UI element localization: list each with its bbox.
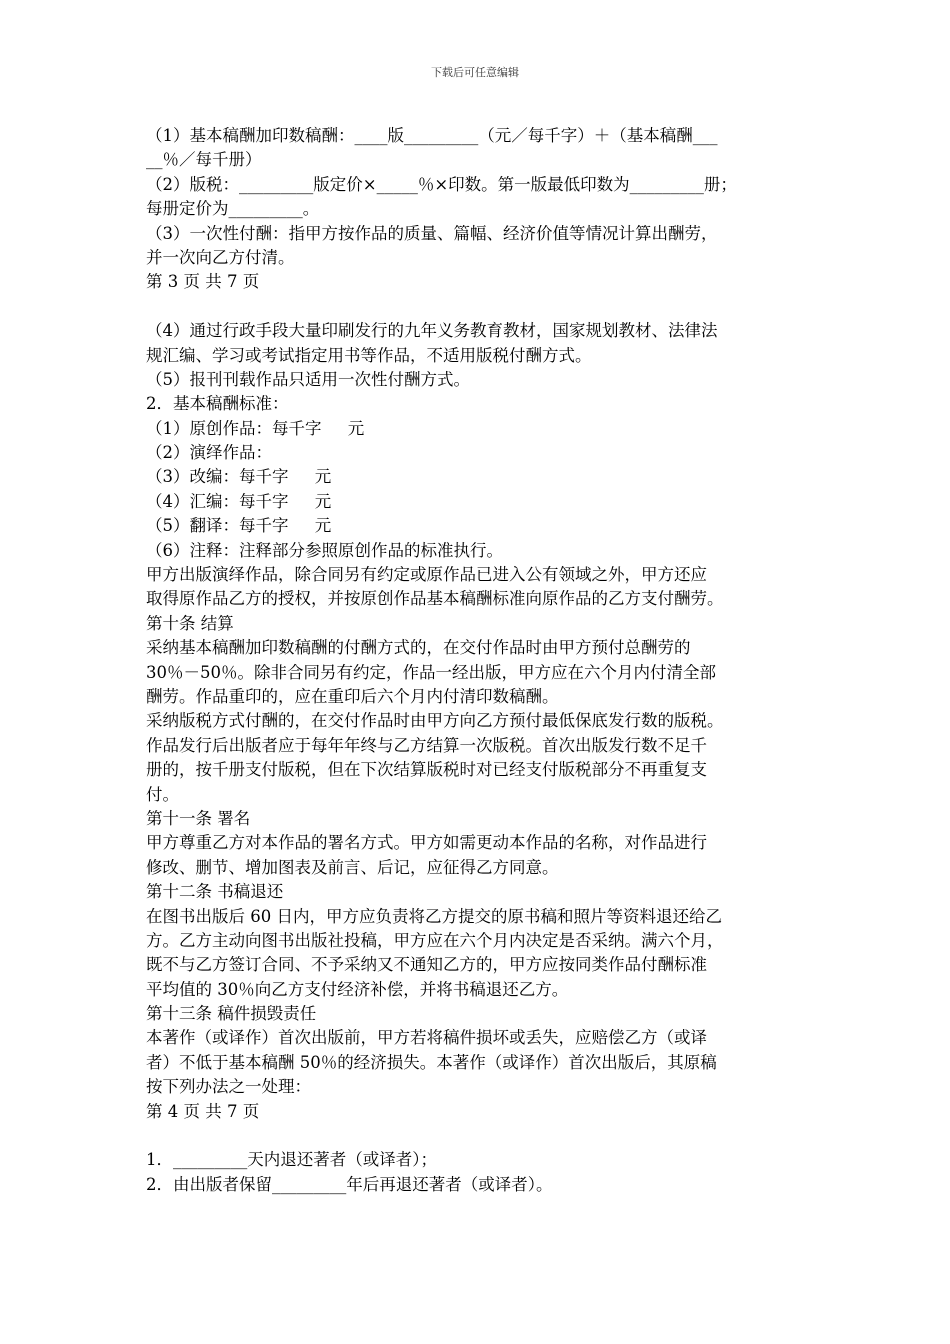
text-line: 第十三条 稿件损毁责任 [146, 1004, 317, 1024]
text-line: 作品发行后出版者应于每年年终与乙方结算一次版税。首次出版发行数不足千 [146, 735, 707, 755]
text-line: 平均值的 30％向乙方支付经济补偿，并将书稿退还乙方。 [146, 979, 569, 999]
text-line: （4）通过行政手段大量印刷发行的九年义务教育教材，国家规划教材、法律法 [146, 321, 718, 341]
text-line: 付。 [146, 784, 179, 804]
text-line: 1．_________天内退还著者（或译者）； [146, 1150, 437, 1170]
page-footer: 第 4 页 共 7 页 [146, 1101, 260, 1121]
text-line: （1）原创作品：每千字 元 [146, 418, 365, 438]
text-line: 2．由出版者保留_________年后再退还著者（或译者）。 [146, 1174, 553, 1194]
text-line: 2．基本稿酬标准： [146, 394, 289, 414]
text-line: 修改、删节、增加图表及前言、后记，应征得乙方同意。 [146, 857, 559, 877]
text-line: 每册定价为_________。 [146, 199, 320, 219]
text-line: （2）演绎作品： [146, 443, 272, 463]
text-line: 采纳版税方式付酬的，在交付作品时由甲方向乙方预付最低保底发行数的版税。 [146, 711, 724, 731]
text-line: 采纳基本稿酬加印数稿酬的付酬方式的，在交付作品时由甲方预付总酬劳的 [146, 638, 691, 658]
text-line: （5）报刊刊载作品只适用一次性付酬方式。 [146, 369, 470, 389]
text-line: 甲方出版演绎作品，除合同另有约定或原作品已进入公有领域之外，甲方还应 [146, 565, 707, 585]
text-line: 本著作（或译作）首次出版前，甲方若将稿件损坏或丢失，应赔偿乙方（或译 [146, 1028, 707, 1048]
text-line: 并一次向乙方付清。 [146, 247, 295, 267]
text-line: 第十条 结算 [146, 613, 234, 633]
text-line: __％／每千册） [146, 150, 262, 170]
text-line: （4）汇编：每千字 元 [146, 491, 332, 511]
text-line: 30％－50％。除非合同另有约定，作品一经出版，甲方应在六个月内付清全部 [146, 662, 716, 682]
text-line: （3）一次性付酬：指甲方按作品的质量、篇幅、经济价值等情况计算出酬劳， [146, 223, 718, 243]
text-line: （1）基本稿酬加印数稿酬：____版_________（元／每千字）＋（基本稿酬___ [146, 126, 718, 145]
document-body [146, 124, 816, 1197]
page-footer: 第 3 页 共 7 页 [146, 272, 260, 292]
text-line: 第十二条 书稿退还 [146, 882, 284, 902]
text-line: 酬劳。作品重印的，应在重印后六个月内付清印数稿酬。 [146, 686, 559, 706]
text-line: 取得原作品乙方的授权，并按原创作品基本稿酬标准向原作品的乙方支付酬劳。 [146, 589, 724, 609]
text-line: 甲方尊重乙方对本作品的署名方式。甲方如需更动本作品的名称，对作品进行 [146, 833, 707, 853]
text-line: 既不与乙方签订合同、不予采纳又不通知乙方的，甲方应按同类作品付酬标准 [146, 955, 707, 975]
page-header: 下载后可任意编辑 [431, 66, 519, 79]
text-line: （3）改编：每千字 元 [146, 467, 332, 487]
blank-line [146, 1124, 816, 1148]
text-line: 第十一条 署名 [146, 808, 251, 828]
text-line: 者）不低于基本稿酬 50％的经济损失。本著作（或译作）首次出版后，其原稿 [146, 1052, 717, 1072]
blank-line [146, 295, 816, 319]
text-line: 方。乙方主动向图书出版社投稿，甲方应在六个月内决定是否采纳。满六个月， [146, 930, 724, 950]
text-line: 册的，按千册支付版税，但在下次结算版税时对已经支付版税部分不再重复支 [146, 760, 707, 780]
text-line: （6）注释：注释部分参照原创作品的标准执行。 [146, 540, 503, 560]
text-line: 按下列办法之一处理： [146, 1077, 311, 1097]
text-line: 在图书出版后 60 日内，甲方应负责将乙方提交的原书稿和照片等资料退还给乙 [146, 906, 722, 926]
text-line: （5）翻译：每千字 元 [146, 516, 332, 536]
text-line: （2）版税：_________版定价×_____％×印数。第一版最低印数为_________册； [146, 174, 737, 194]
text-line: 规汇编、学习或考试指定用书等作品，不适用版税付酬方式。 [146, 345, 592, 365]
